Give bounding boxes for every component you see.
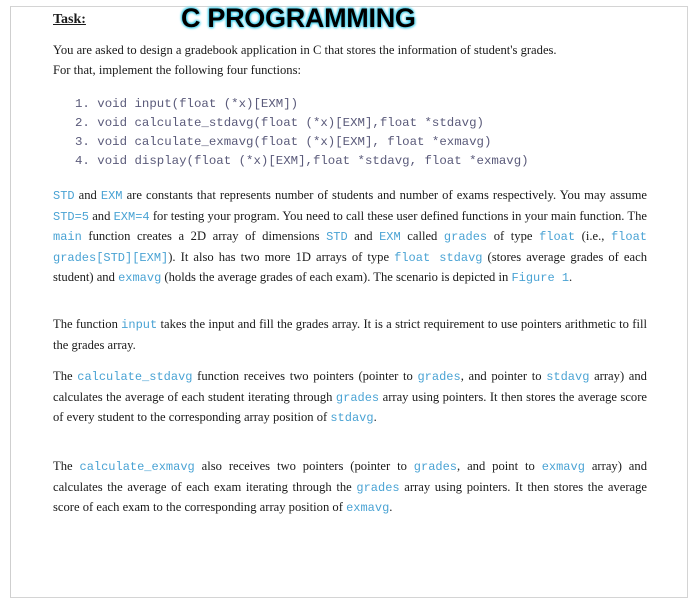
constants-paragraph	[53, 186, 647, 289]
intro-line-1: You are asked to design a gradebook application in C that stores the information of student's grades.	[53, 43, 557, 57]
page-title: C PROGRAMMING	[181, 3, 416, 33]
code-stdavg: stdavg	[546, 370, 590, 384]
text: array using pointers. It then stores the average score of every student to the corresponding array position of	[53, 389, 647, 425]
text: also receives two pointers (pointer to	[194, 459, 414, 473]
text: The	[53, 459, 80, 473]
function-item: 4. void display(float (*x)[EXM],float *stdavg, float *exmavg)	[75, 154, 529, 168]
text: function creates a 2D array of dimensions	[81, 229, 327, 244]
code-exm: EXM	[379, 230, 401, 245]
intro-line-2: For that, implement the following four functions:	[53, 62, 301, 77]
text: .	[569, 270, 573, 285]
text: array) and calculates the average of each student iterating through	[53, 369, 647, 404]
text: and	[89, 208, 114, 223]
code-exmavg: exmavg	[346, 501, 390, 516]
code-std: STD	[53, 189, 75, 203]
input-paragraph	[53, 315, 647, 355]
code-grades: grades	[356, 480, 400, 495]
text: .	[373, 410, 377, 425]
text: ). It also has two more 1D arrays of type	[168, 249, 395, 264]
code-calculate-exmavg: calculate_exmavg	[79, 460, 195, 474]
text: of type	[487, 229, 540, 244]
code-exm4: EXM=4	[113, 209, 150, 224]
code-float: float	[539, 230, 576, 245]
text: array) and calculates the average of each exam iterating through the	[53, 459, 647, 494]
text: (stores average grades of each student) and	[53, 249, 647, 285]
code-declaration: float grades[STD][EXM]	[53, 230, 647, 265]
text: for testing your program. You need to call these user defined functions in your main function. The	[149, 208, 647, 223]
text: (holds the average grades of each exam). The scenario is depicted in	[161, 270, 512, 285]
code-float-stdavg: float stdavg	[394, 250, 483, 265]
stdavg-paragraph	[53, 367, 647, 429]
text: takes the input and fill the grades array. It is a strict requirement to use pointers arithmetic to fill the grades array.	[53, 317, 647, 352]
function-item: 3. void calculate_exmavg(float (*x)[EXM], float *exmavg)	[75, 135, 492, 149]
code-std: STD	[326, 230, 348, 245]
text: (i.e.,	[575, 229, 611, 244]
text: .	[389, 500, 393, 515]
code-std5: STD=5	[53, 209, 90, 224]
text: and	[74, 188, 101, 202]
code-grades: grades	[443, 230, 488, 245]
function-item: 1. void input(float (*x)[EXM])	[75, 97, 299, 111]
text: , and pointer to	[460, 369, 547, 383]
code-exmavg: exmavg	[541, 460, 585, 474]
figure-link[interactable]: Figure 1	[511, 271, 570, 286]
text: The	[53, 369, 78, 383]
function-list	[75, 95, 529, 171]
code-exm: EXM	[100, 189, 123, 203]
task-label: Task:	[53, 12, 86, 27]
intro-paragraph	[53, 41, 647, 80]
code-exmavg: exmavg	[118, 271, 162, 286]
text: called	[400, 229, 444, 244]
code-calculate-stdavg: calculate_stdavg	[77, 370, 193, 384]
text: and	[347, 229, 380, 244]
code-grades: grades	[335, 390, 380, 405]
code-main: main	[53, 230, 82, 245]
function-item: 2. void calculate_stdavg(float (*x)[EXM],float *stdavg)	[75, 116, 484, 130]
code-grades: grades	[413, 460, 458, 474]
exmavg-paragraph	[53, 457, 647, 519]
text: function receives two pointers (pointer to	[192, 369, 418, 383]
text: array using pointers. It then stores the average score of each exam to the corresponding array position of	[53, 479, 647, 515]
text: are constants that represents number of students and number of exams respectively. You may assume	[122, 188, 647, 202]
text: , and point to	[457, 459, 542, 473]
code-input: input	[121, 318, 158, 332]
code-grades: grades	[417, 370, 461, 384]
code-stdavg: stdavg	[330, 411, 374, 426]
text: The function	[53, 317, 122, 331]
